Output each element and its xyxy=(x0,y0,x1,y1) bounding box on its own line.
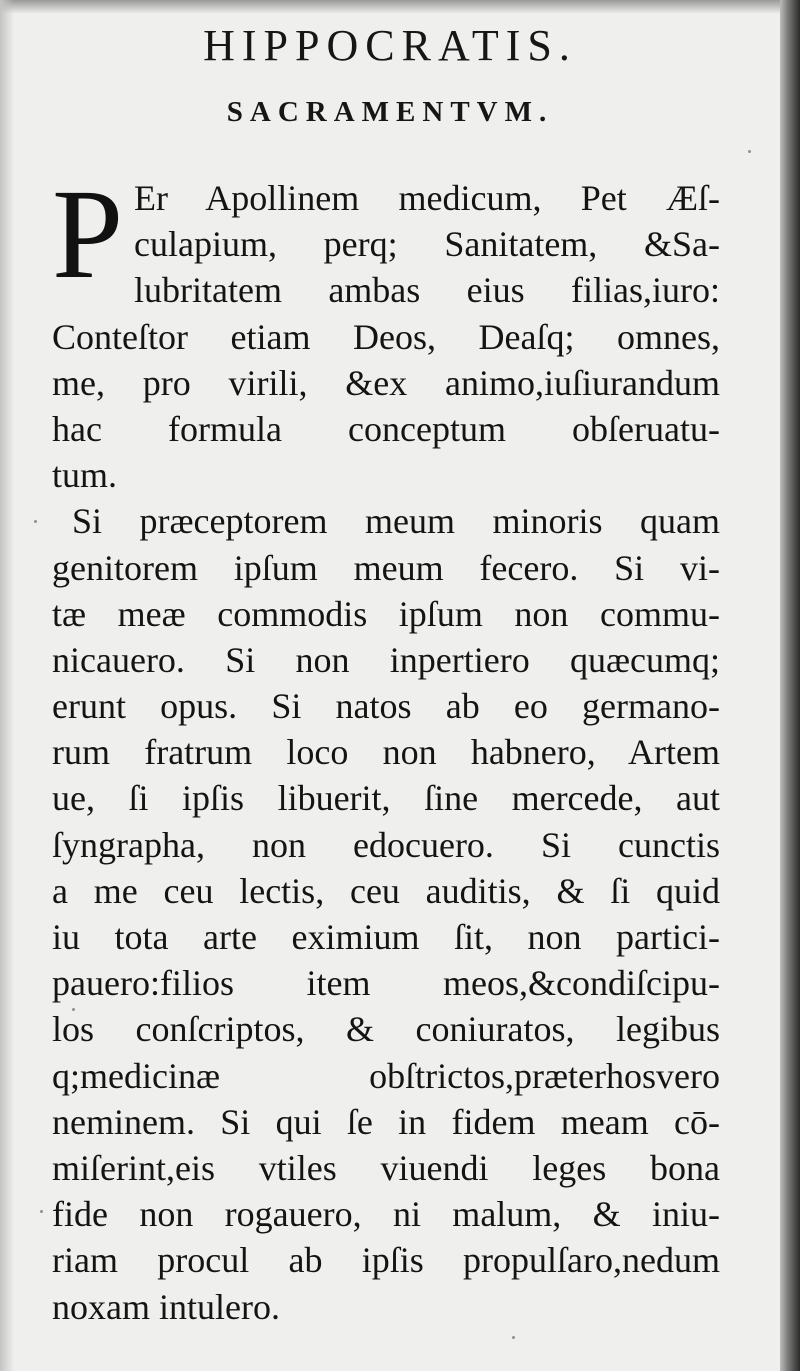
ink-speck xyxy=(748,150,751,153)
text-line: a me ceu lectis, ceu auditis, & ſi quid xyxy=(52,870,720,911)
text-line: Conteſtor etiam Deos, Deaſq; omnes, xyxy=(52,316,720,357)
text-line: los conſcriptos, & coniuratos, legibus xyxy=(52,1009,720,1050)
text-line: lubritatem ambas eius filias,iuro: xyxy=(134,270,720,311)
text-line: culapium, perq; Sanitatem, &Sa- xyxy=(134,224,720,265)
text-line: iu tota arte eximium ſit, non partici- xyxy=(52,917,720,957)
drop-capital: P xyxy=(52,163,124,305)
text-line: ue, ſi ipſis libuerit, ſine mercede, aut xyxy=(52,778,720,819)
section-title: SACRAMENTVM. xyxy=(226,96,554,128)
text-line: tæ meæ commodis ipſum non commu- xyxy=(52,593,720,634)
text-line: hac formula conceptum obſeruatu- xyxy=(52,408,720,449)
text-line: miſerint,eis vtiles viuendi leges bona xyxy=(52,1147,720,1188)
text-line: genitorem ipſum meum fecero. Si vi- xyxy=(52,547,720,588)
ink-speck xyxy=(40,1210,43,1213)
text-line: nicauero. Si non inpertiero quæcumq; xyxy=(52,639,720,680)
text-line: neminem. Si qui ſe in fidem meam cō- xyxy=(52,1101,720,1142)
running-head: HIPPOCRATIS. xyxy=(203,21,577,70)
ink-speck xyxy=(512,1336,515,1339)
ink-speck xyxy=(34,520,37,523)
text-line: me, pro virili, &ex animo,iuſiurandum xyxy=(52,362,720,403)
body-text xyxy=(52,163,720,1330)
left-shadow xyxy=(0,0,14,1371)
text-line: noxam intulero. xyxy=(52,1286,280,1327)
text-line: Si præceptorem meum minoris quam xyxy=(72,501,720,542)
top-shadow xyxy=(0,0,800,14)
text-line: q;medicinæ obſtrictos,præterhosvero xyxy=(52,1055,720,1096)
text-line: fide non rogauero, ni malum, & iniu- xyxy=(52,1194,720,1235)
text-line: rum fratrum loco non habnero, Artem xyxy=(52,732,720,773)
text-line: Er Apollinem medicum, Pet Æſ- xyxy=(134,178,720,218)
text-line: tum. xyxy=(52,455,118,496)
text-line: riam procul ab ipſis propulſaro,nedum xyxy=(52,1240,720,1281)
text-line: pauero:filios item meos,&condiſcipu- xyxy=(52,963,720,1004)
page-gutter xyxy=(780,0,800,1371)
text-line: ſyngrapha, non edocuero. Si cunctis xyxy=(52,824,720,865)
text-line: erunt opus. Si natos ab eo germano- xyxy=(52,686,720,727)
